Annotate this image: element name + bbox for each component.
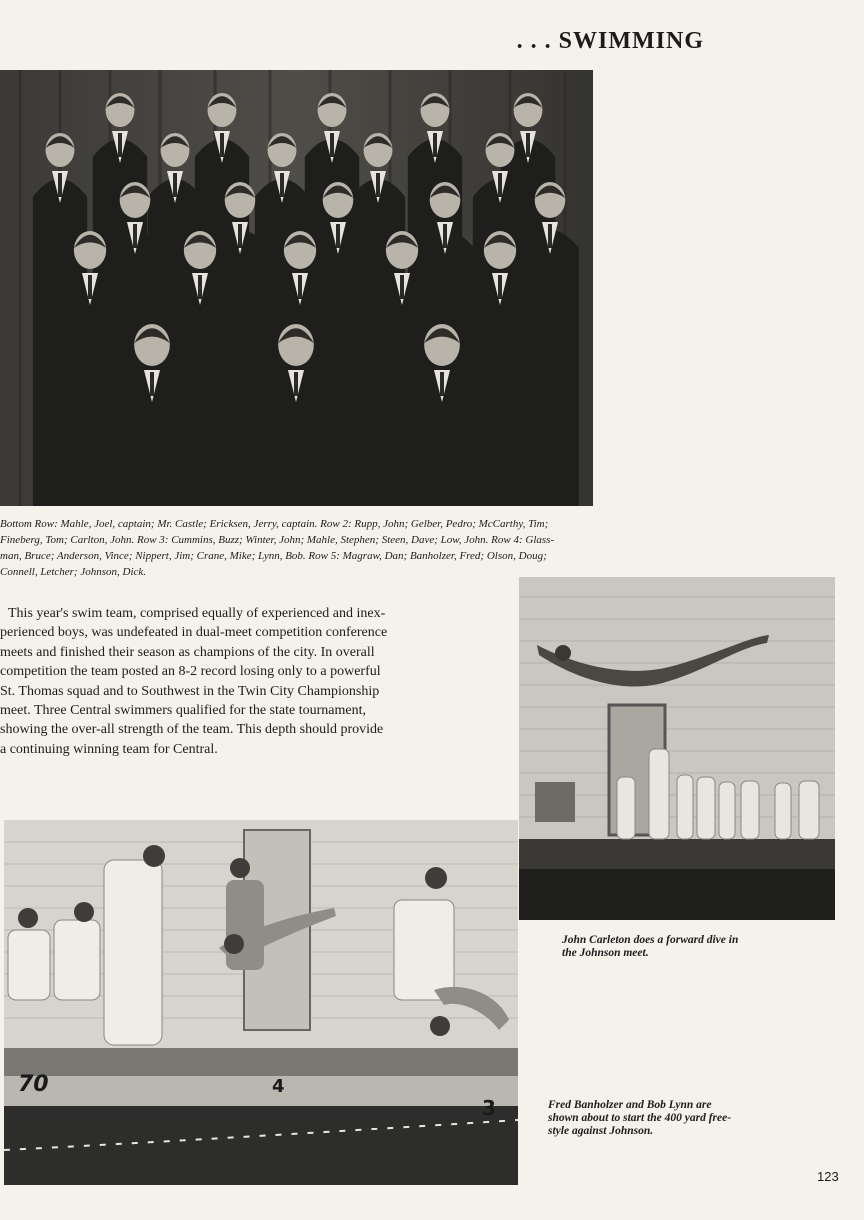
dive-photo [519,577,835,920]
figure-tie [298,275,302,299]
article-line: meet. Three Central swimmers qualified for the state tournament, [0,702,366,718]
figure-tie [133,224,137,248]
figure-suit [470,281,531,506]
caption-line: Connell, Letcher; Johnson, Dick. [0,566,147,578]
article-line: This year's swim team, comprised equally of experienced and inex- [8,606,386,621]
figure-tie [336,224,340,248]
team-group-photo [0,70,593,506]
figure-tie [498,275,502,299]
figure-tie [280,173,284,197]
article-text [0,604,480,759]
figure-tie [443,224,447,248]
figure-tie [526,133,530,157]
figure-tie [433,133,437,157]
caption-line: man, Bruce; Anderson, Vince; Nippert, Jim; Crane, Mike; Lynn, Bob. Row 5: Magraw, Dan; Banholzer, Fred; Olson, Doug; [0,550,547,562]
figure-tie [58,173,62,197]
figure-tie [118,133,122,157]
caption-line: style against Johnson. [548,1125,654,1137]
caption-line: shown about to start the 400 yard free- [548,1112,732,1124]
race-start-caption [548,1099,808,1138]
caption-line: John Carleton does a forward dive in [562,934,739,946]
figure-tie [330,133,334,157]
figure-tie [400,275,404,299]
caption-line: Fineberg, Tom; Carlton, John. Row 3: Cummins, Buzz; Winter, John; Mahle, Stephen; Steen, Dave; Low, John. Row 4: Glass- [0,534,555,546]
team-photo-caption [0,516,776,580]
race-start-photo [4,820,518,1185]
figure-tie [198,275,202,299]
caption-line: Bottom Row: Mahle, Joel, captain; Mr. Castle; Ericksen, Jerry, captain. Row 2: Rupp, John; Gelber, Pedro; McCarthy, Tim; [0,518,549,530]
figure-tie [498,173,502,197]
article-line: showing the over-all strength of the team. This depth should provide [0,722,384,738]
article-line: a continuing winning team for Central. [0,741,218,757]
figure-tie [88,275,92,299]
figure-tie [294,372,298,396]
lane-number: 3 [482,1096,496,1120]
page-number: 123 [817,1169,839,1184]
article-line: perienced boys, was undefeated in dual-meet competition conference [0,625,388,641]
figure-tie [376,173,380,197]
figure-tie [238,224,242,248]
figure-tie [173,173,177,197]
caption-line: the Johnson meet. [562,947,649,959]
article-line: St. Thomas squad and to Southwest in the Twin City Championship [0,683,380,699]
figure-tie [440,372,444,396]
dive-photo-caption [562,934,822,960]
lane-number: 4 [272,1076,285,1097]
article-line: competition the team posted an 8-2 record losing only to a powerful [0,664,381,680]
lane-marker: 70 [18,1072,49,1097]
figure-suit [60,281,121,506]
figure-tie [548,224,552,248]
figure-tie [220,133,224,157]
figure-tie [150,372,154,396]
section-title: . . . SWIMMING [516,28,704,54]
caption-line: Fred Banholzer and Bob Lynn are [548,1099,712,1111]
article-line: meets and finished their season as champions of the city. In overall [0,644,375,660]
